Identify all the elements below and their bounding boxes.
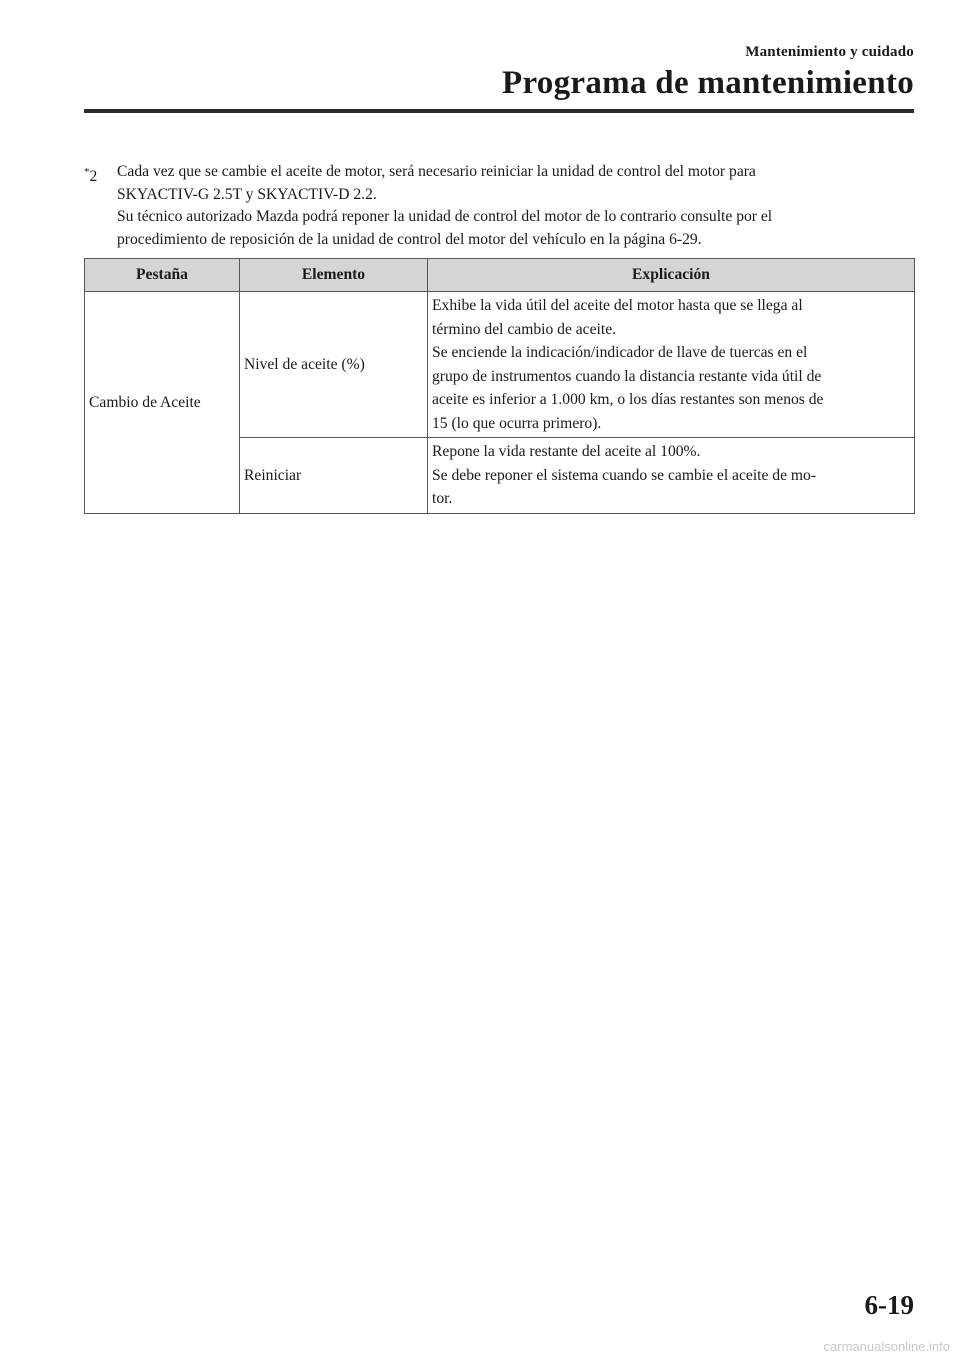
maintenance-table <box>84 258 915 514</box>
explanation-line: Exhibe la vida útil del aceite del motor hasta que se llega al <box>432 297 803 314</box>
page-number: 6-19 <box>864 1290 914 1320</box>
explanation-line: Repone la vida restante del aceite al 100%. <box>432 443 701 460</box>
explanation-line: Se enciende la indicación/indicador de llave de tuercas en el <box>432 344 808 361</box>
explanation-cell <box>428 438 915 514</box>
tab-cell: Cambio de Aceite <box>85 292 240 514</box>
watermark: carmanualsonline.info <box>823 1339 950 1354</box>
explanation-line: 15 (lo que ocurra primero). <box>432 414 602 432</box>
footnote-line: SKYACTIV-G 2.5T y SKYACTIV-D 2.2. <box>117 185 377 203</box>
footnote-line: Su técnico autorizado Mazda podrá reponer la unidad de control del motor de lo contrario consulte por el <box>117 208 773 225</box>
explanation-line: aceite es inferior a 1.000 km, o los días restantes son menos de <box>432 391 824 408</box>
page-header <box>502 44 914 102</box>
column-header-element: Elemento <box>240 259 428 292</box>
element-cell: Reiniciar <box>240 438 428 514</box>
column-header-tab: Pestaña <box>85 259 240 292</box>
footnote-marker <box>84 161 97 189</box>
header-rule <box>84 109 914 113</box>
explanation-line: término del cambio de aceite. <box>432 320 617 338</box>
footnote-line: Cada vez que se cambie el aceite de motor, será necesario reiniciar la unidad de control del motor para <box>117 163 756 180</box>
section-subtitle: Mantenimiento y cuidado <box>745 44 914 60</box>
explanation-line: tor. <box>432 490 453 507</box>
column-header-explanation: Explicación <box>428 259 915 292</box>
footnote-number: 2 <box>89 168 98 186</box>
footnote-body <box>117 161 914 251</box>
page-title: Programa de mantenimiento <box>502 65 914 101</box>
footnote <box>84 161 914 251</box>
explanation-line: Se debe reponer el sistema cuando se cambie el aceite de mo- <box>432 466 817 484</box>
footnote-asterisk: * <box>84 166 90 178</box>
footnote-line: procedimiento de reposición de la unidad de control del motor del vehículo en la página 6-29. <box>117 230 702 248</box>
table-header-row <box>85 259 915 292</box>
table-row <box>85 292 915 438</box>
explanation-line: grupo de instrumentos cuando la distancia restante vida útil de <box>432 367 822 385</box>
element-cell: Nivel de aceite (%) <box>240 292 428 438</box>
explanation-cell <box>428 292 915 438</box>
